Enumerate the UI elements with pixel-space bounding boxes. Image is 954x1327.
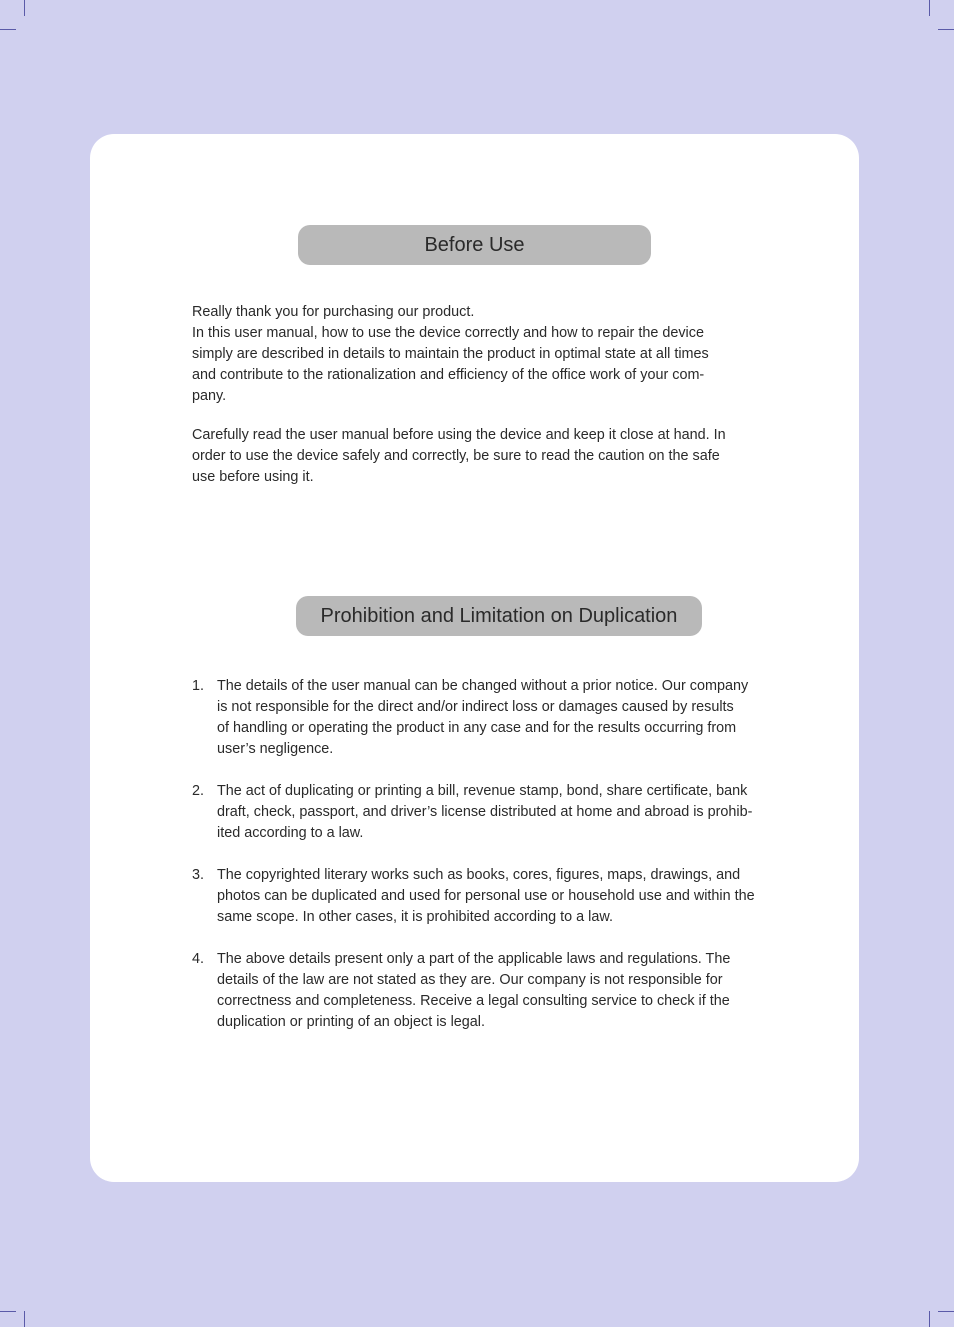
caution-paragraph — [192, 425, 752, 488]
text-line: and contribute to the rationalization and efficiency of the office work of your com- — [192, 367, 705, 383]
text-line: The above details present only a part of the applicable laws and regulations. The — [217, 951, 731, 967]
text-line: Really thank you for purchasing our product. — [192, 304, 475, 320]
crop-mark — [938, 1311, 954, 1312]
text-line: of handling or operating the product in any case and for the results occurring from — [217, 720, 737, 736]
text-line: same scope. In other cases, it is prohibited according to a law. — [217, 909, 613, 925]
text-line: ited according to a law. — [217, 825, 364, 841]
text-line: photos can be duplicated and used for personal use or household use and within the — [217, 888, 755, 904]
crop-mark — [929, 1311, 930, 1327]
text-line: order to use the device safely and correctly, be sure to read the caution on the safe — [192, 448, 720, 464]
list-item — [192, 781, 782, 844]
text-line: details of the law are not stated as they are. Our company is not responsible for — [217, 972, 723, 988]
text-line: simply are described in details to maintain the product in optimal state at all times — [192, 346, 709, 362]
list-number: 3. — [192, 867, 205, 883]
list-item — [192, 676, 782, 760]
list-number: 2. — [192, 783, 205, 799]
list-item — [192, 865, 782, 928]
text-line: correctness and completeness. Receive a legal consulting service to check if the — [217, 993, 730, 1009]
crop-mark — [929, 0, 930, 16]
list-number: 1. — [192, 678, 205, 694]
text-line: The details of the user manual can be changed without a prior notice. Our company — [217, 678, 749, 694]
text-line: The copyrighted literary works such as books, cores, figures, maps, drawings, and — [217, 867, 741, 883]
crop-mark — [24, 0, 25, 16]
text-line: Carefully read the user manual before using the device and keep it close at hand. In — [192, 427, 726, 443]
text-line: user’s negligence. — [217, 741, 334, 757]
text-line: duplication or printing of an object is legal. — [217, 1014, 485, 1030]
text-line: The act of duplicating or printing a bill, revenue stamp, bond, share certificate, bank — [217, 783, 748, 799]
list-item — [192, 949, 782, 1033]
crop-mark — [0, 1311, 16, 1312]
crop-mark — [24, 1311, 25, 1327]
text-line: use before using it. — [192, 469, 314, 485]
crop-mark — [0, 29, 16, 30]
crop-mark — [938, 29, 954, 30]
text-line: In this user manual, how to use the device correctly and how to repair the device — [192, 325, 704, 341]
intro-paragraph — [192, 302, 752, 407]
prohibition-heading: Prohibition and Limitation on Duplication — [296, 596, 702, 636]
text-line: pany. — [192, 388, 227, 404]
list-number: 4. — [192, 951, 205, 967]
page-card — [90, 134, 859, 1182]
text-line: is not responsible for the direct and/or indirect loss or damages caused by results — [217, 699, 734, 715]
text-line: draft, check, passport, and driver’s license distributed at home and abroad is prohib- — [217, 804, 753, 820]
prohibition-list — [192, 676, 782, 1054]
before-use-heading: Before Use — [298, 225, 651, 265]
